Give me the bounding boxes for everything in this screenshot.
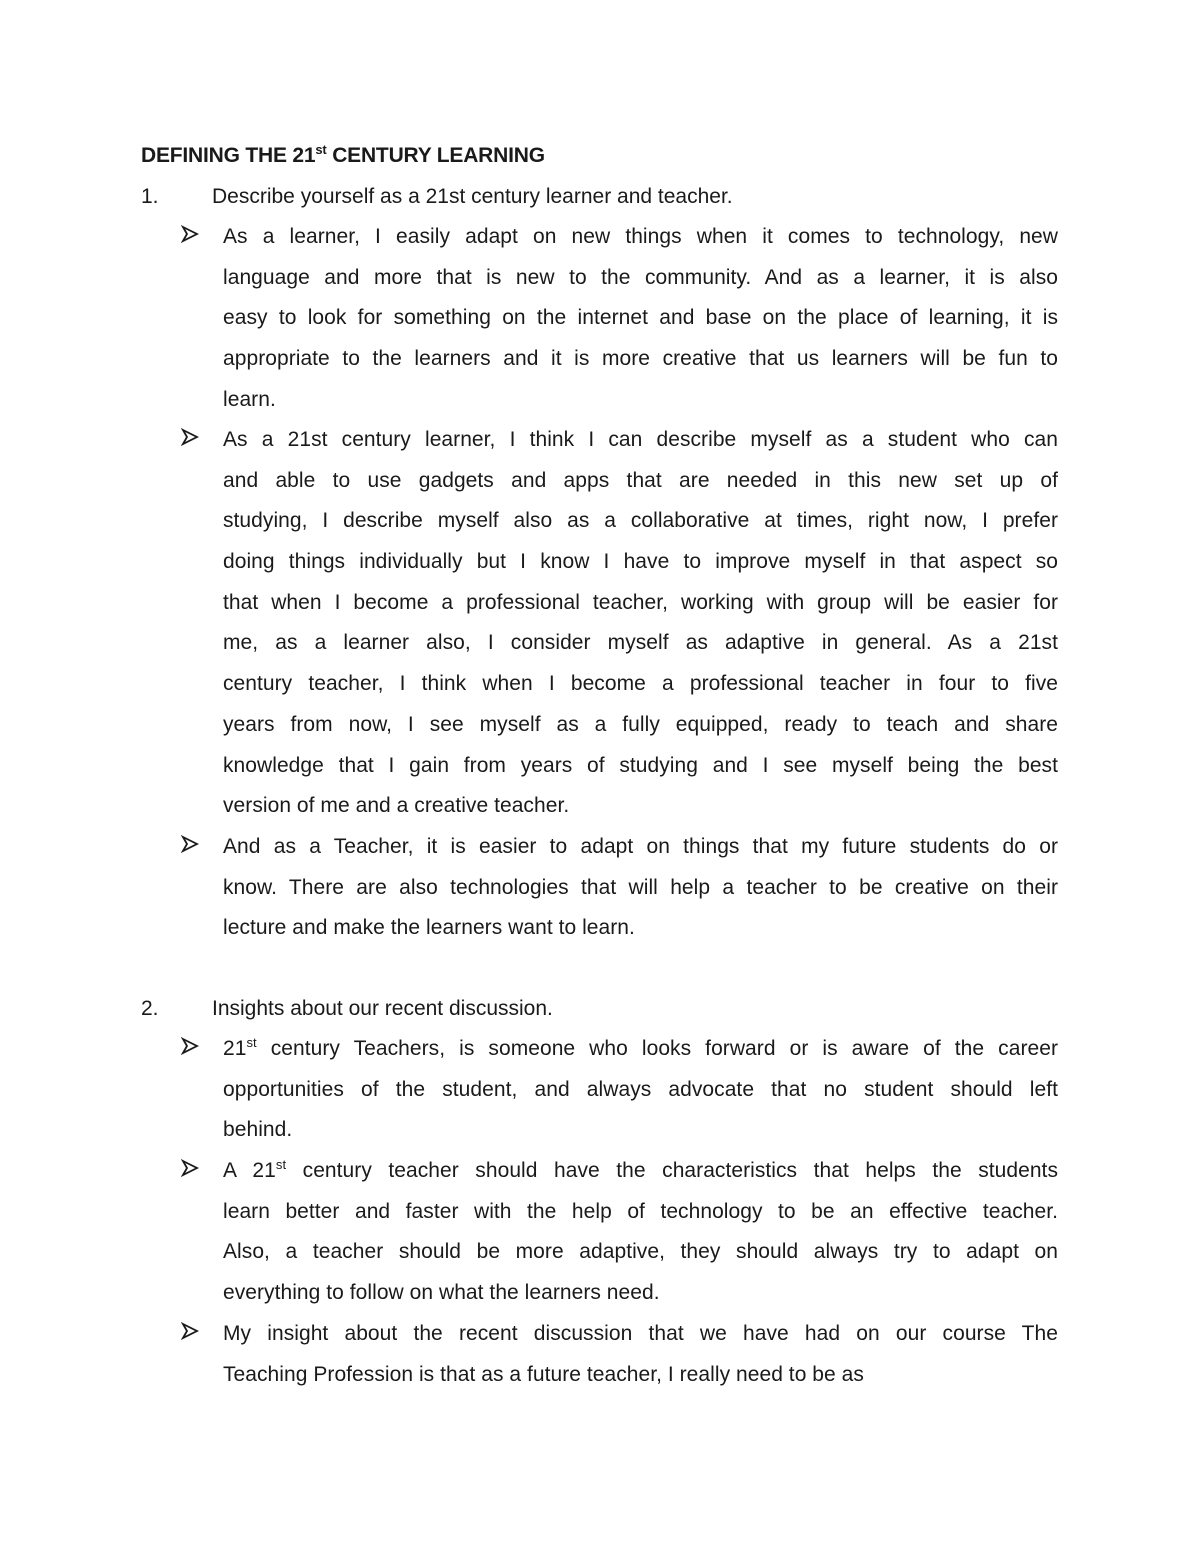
- question-number: 1.: [141, 185, 159, 208]
- bullet-line: Also, a teacher should be more adaptive, they should always try to adapt on: [223, 1240, 1058, 1264]
- bullet-line: century teacher, I think when I become a professional teacher in four to five: [223, 672, 1058, 696]
- bullet-text: [223, 217, 1058, 420]
- bullet-line: me, as a learner also, I consider myself as adaptive in general. As a 21st: [223, 631, 1058, 655]
- bullet-line: language and more that is new to the community. And as a learner, it is also: [223, 265, 1058, 289]
- bullet-line: And as a Teacher, it is easier to adapt on things that my future students do or: [223, 835, 1058, 858]
- question-text: Insights about our recent discussion.: [212, 997, 553, 1020]
- bullet-line: that when I become a professional teacher, working with group will be easier for: [223, 590, 1058, 614]
- bullet-line: appropriate to the learners and it is more creative that us learners will be fun to: [223, 347, 1058, 371]
- bullet-line: As a 21st century learner, I think I can describe myself as a student who can: [223, 428, 1058, 451]
- arrow-bullet-icon: [181, 1159, 199, 1177]
- bullet-item: [181, 827, 1061, 949]
- bullet-line: As a learner, I easily adapt on new things when it comes to technology, new: [223, 225, 1058, 248]
- bullet-text: [223, 1314, 1058, 1395]
- bullet-line: doing things individually but I know I have to improve myself in that aspect so: [223, 550, 1058, 574]
- bullet-text: [223, 1151, 1058, 1314]
- bullet-line: My insight about the recent discussion that we have had on our course The: [223, 1322, 1058, 1345]
- bullet-item: [181, 420, 1061, 827]
- bullet-item: [181, 217, 1061, 420]
- arrow-bullet-icon: [181, 835, 199, 853]
- bullet-line: 21st century Teachers, is someone who looks forward or is aware of the career: [223, 1034, 1058, 1060]
- bullet-line: opportunities of the student, and always advocate that no student should left: [223, 1077, 1058, 1101]
- bullet-item: [181, 1314, 1061, 1395]
- document-title: [141, 141, 545, 171]
- bullet-item: [181, 1151, 1061, 1314]
- bullet-text: [223, 827, 1058, 949]
- bullet-line: everything to follow on what the learners need.: [223, 1281, 660, 1305]
- bullet-line: learn.: [223, 387, 276, 411]
- bullet-line: version of me and a creative teacher.: [223, 794, 570, 818]
- title-text-start: DEFINING THE 21: [141, 144, 316, 167]
- arrow-bullet-icon: [181, 1037, 199, 1055]
- bullet-line: and able to use gadgets and apps that are needed in this new set up of: [223, 468, 1058, 492]
- bullet-text: [223, 1029, 1058, 1151]
- bullet-item: [181, 1029, 1061, 1151]
- title-text-end: CENTURY LEARNING: [326, 144, 545, 167]
- bullet-line: Teaching Profession is that as a future teacher, I really need to be as: [223, 1362, 864, 1386]
- arrow-bullet-icon: [181, 225, 199, 243]
- bullet-text: [223, 420, 1058, 827]
- bullet-line: years from now, I see myself as a fully equipped, ready to teach and share: [223, 712, 1058, 736]
- bullet-line: behind.: [223, 1118, 293, 1142]
- question-number: 2.: [141, 997, 159, 1020]
- bullet-line: lecture and make the learners want to learn.: [223, 916, 635, 940]
- question-text: Describe yourself as a 21st century learner and teacher.: [212, 185, 733, 208]
- bullet-line: knowledge that I gain from years of studying and I see myself being the best: [223, 753, 1058, 777]
- arrow-bullet-icon: [181, 1322, 199, 1340]
- bullet-line: studying, I describe myself also as a collaborative at times, right now, I prefer: [223, 509, 1058, 533]
- bullet-line: learn better and faster with the help of technology to be an effective teacher.: [223, 1199, 1058, 1223]
- arrow-bullet-icon: [181, 428, 199, 446]
- bullet-line: A 21st century teacher should have the characteristics that helps the students: [223, 1156, 1058, 1182]
- bullet-line: know. There are also technologies that will help a teacher to be creative on their: [223, 875, 1058, 899]
- bullet-line: easy to look for something on the internet and base on the place of learning, it is: [223, 306, 1058, 330]
- title-superscript: st: [315, 141, 327, 157]
